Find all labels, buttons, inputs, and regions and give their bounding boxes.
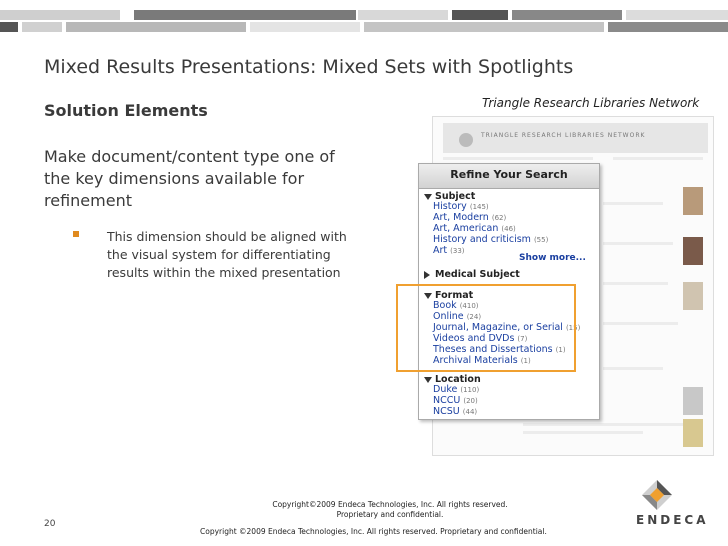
format-label[interactable]: Format bbox=[435, 290, 474, 301]
footer-copyright bbox=[270, 500, 510, 520]
top-bar-segment bbox=[626, 10, 728, 20]
facet-item[interactable]: Art (33) bbox=[433, 245, 465, 256]
screenshot-line bbox=[443, 157, 593, 160]
location-label[interactable]: Location bbox=[435, 374, 481, 385]
top-bar-segment bbox=[250, 22, 360, 32]
trln-logo-icon bbox=[459, 133, 473, 147]
result-thumbnail bbox=[683, 282, 703, 310]
subject-label[interactable]: Subject bbox=[435, 191, 476, 202]
bullet-square-icon bbox=[73, 231, 79, 237]
result-thumbnail bbox=[683, 237, 703, 265]
screenshot-header bbox=[443, 123, 708, 153]
refine-panel-header bbox=[419, 164, 599, 189]
screenshot-line bbox=[603, 282, 668, 285]
top-bar-segment bbox=[358, 10, 448, 20]
result-thumbnail bbox=[683, 387, 703, 415]
facet-item[interactable]: Book (410) bbox=[433, 300, 479, 311]
footer-bottom: Copyright ©2009 Endeca Technologies, Inc. All rights reserved. Proprietary and confidential. bbox=[200, 527, 547, 536]
screenshot-line bbox=[603, 367, 663, 370]
facet-item[interactable]: History (145) bbox=[433, 201, 489, 212]
network-label: Triangle Research Libraries Network bbox=[482, 96, 700, 110]
top-bar-segment bbox=[134, 10, 356, 20]
endeca-diamond-logo bbox=[640, 478, 674, 512]
facet-item[interactable]: Archival Materials (1) bbox=[433, 355, 531, 366]
facet-item[interactable]: Online (24) bbox=[433, 311, 482, 322]
top-bar-segment bbox=[22, 22, 62, 32]
triangle-down-icon[interactable] bbox=[424, 377, 432, 383]
facet-item[interactable]: NCCU (20) bbox=[433, 395, 478, 406]
show-more-link[interactable]: Show more... bbox=[519, 253, 586, 263]
facet-item[interactable]: Videos and DVDs (7) bbox=[433, 333, 528, 344]
screenshot-line bbox=[523, 431, 643, 434]
slide-body-text: Make document/content type one of the key dimensions available for refinement bbox=[44, 147, 335, 210]
facet-item[interactable]: NCSU (44) bbox=[433, 406, 478, 417]
refine-panel-title: Refine Your Search bbox=[450, 168, 568, 181]
top-bar-segment bbox=[608, 22, 728, 32]
top-decorative-bar bbox=[0, 10, 728, 34]
facet-item[interactable]: Theses and Dissertations (1) bbox=[433, 344, 566, 355]
result-thumbnail bbox=[683, 187, 703, 215]
screenshot-line bbox=[613, 157, 703, 160]
facet-item[interactable]: Art, Modern (62) bbox=[433, 212, 507, 223]
top-bar-segment bbox=[66, 22, 246, 32]
slide-title: Mixed Results Presentations: Mixed Sets with Spotlights bbox=[44, 56, 574, 78]
slide-subtitle: Solution Elements bbox=[44, 101, 208, 120]
top-bar-segment bbox=[364, 22, 604, 32]
screenshot-header-text: TRIANGLE RESEARCH LIBRARIES NETWORK bbox=[481, 132, 646, 139]
facet-item[interactable]: History and criticism (55) bbox=[433, 234, 549, 245]
top-bar-segment bbox=[0, 10, 120, 20]
triangle-right-icon[interactable] bbox=[424, 271, 430, 279]
screenshot-line bbox=[603, 242, 673, 245]
facet-item[interactable]: Journal, Magazine, or Serial (15) bbox=[433, 322, 581, 333]
bullet-text: This dimension should be aligned with the visual system for differentiating results within the mixed presentation bbox=[107, 229, 347, 280]
endeca-logo-text: ENDECA bbox=[636, 513, 709, 527]
top-bar-segment bbox=[452, 10, 508, 20]
facet-item[interactable]: Art, American (46) bbox=[433, 223, 516, 234]
facet-item[interactable]: Duke (110) bbox=[433, 384, 480, 395]
screenshot-line bbox=[603, 322, 678, 325]
triangle-down-icon[interactable] bbox=[424, 194, 432, 200]
top-bar-segment bbox=[0, 22, 18, 32]
screenshot-line bbox=[603, 202, 663, 205]
page-number: 20 bbox=[44, 519, 56, 529]
top-bar-segment bbox=[512, 10, 622, 20]
medical-subject-label[interactable]: Medical Subject bbox=[435, 269, 520, 280]
footer-line2: Proprietary and confidential. bbox=[336, 510, 444, 519]
screenshot-line bbox=[523, 423, 703, 426]
footer-line1: Copyright©2009 Endeca Technologies, Inc. All rights reserved. bbox=[272, 500, 508, 509]
format-highlight-box bbox=[396, 284, 576, 372]
result-thumbnail bbox=[683, 419, 703, 447]
